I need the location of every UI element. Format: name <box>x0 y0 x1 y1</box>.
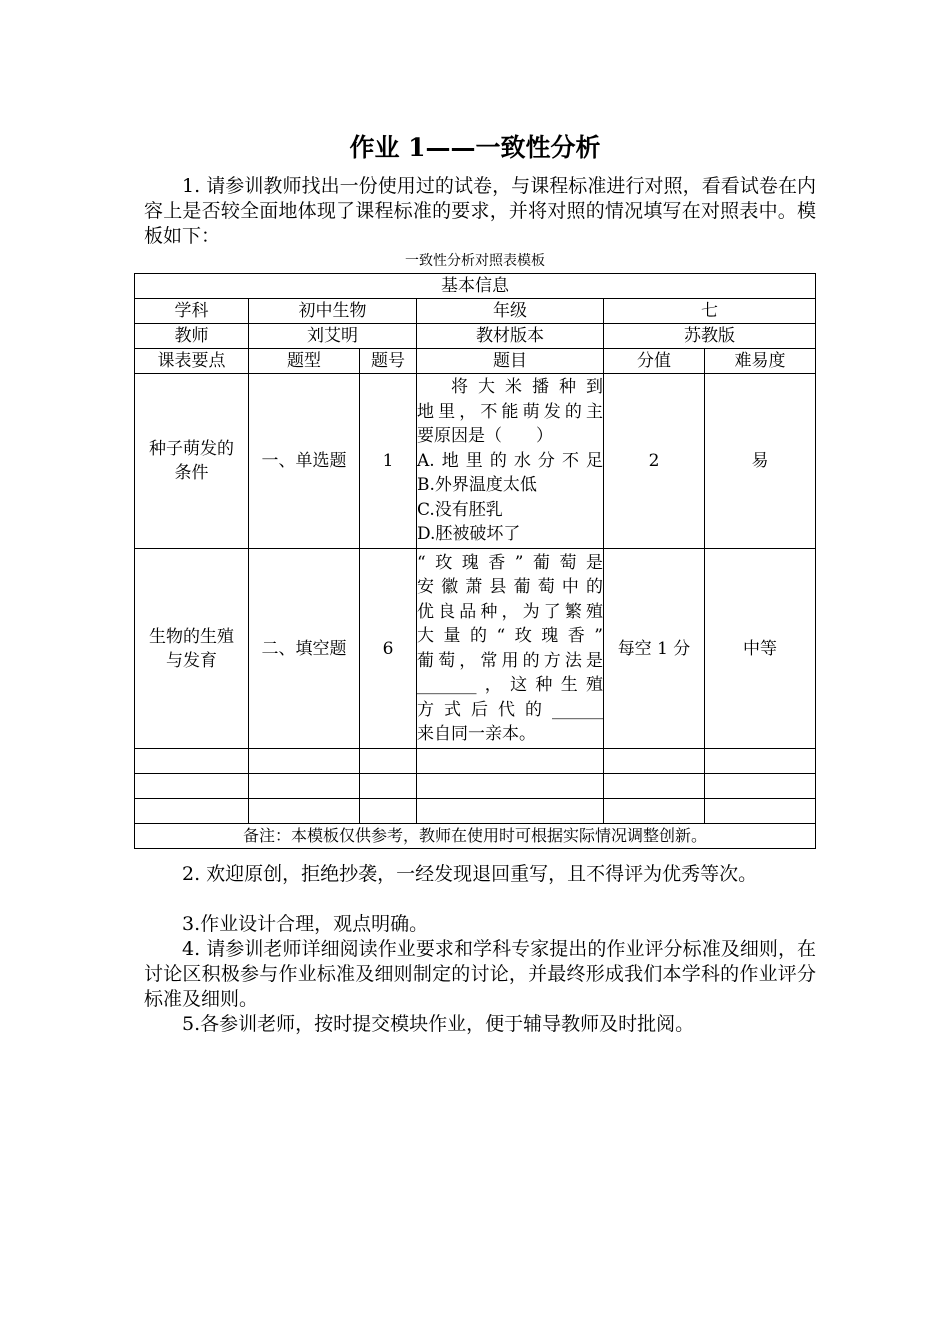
empty-cell <box>604 774 705 799</box>
column-header: 难易度 <box>705 349 816 374</box>
empty-row <box>135 774 816 799</box>
column-header: 题号 <box>360 349 417 374</box>
question-cell <box>417 549 604 749</box>
empty-cell <box>249 749 360 774</box>
paragraph-5: 5.各参训老师，按时提交模块作业，便于辅导教师及时批阅。 <box>182 1013 695 1035</box>
question-line: 安徽萧县葡萄中的 <box>417 577 603 597</box>
edition-value: 苏教版 <box>604 324 816 349</box>
number-cell: 6 <box>360 549 417 749</box>
question-line: B.外界温度太低 <box>417 475 537 496</box>
edition-label: 教材版本 <box>417 324 604 349</box>
question-line: A.地里的水分不足 <box>417 450 603 471</box>
column-header: 题目 <box>417 349 604 374</box>
section-header: 基本信息 <box>135 274 816 299</box>
question-line: C.没有胚乳 <box>417 499 503 520</box>
section-header-row <box>135 274 816 299</box>
question-line: 优良品种，为了繁殖 <box>417 601 603 622</box>
empty-cell <box>705 749 816 774</box>
table-row <box>135 549 816 749</box>
empty-cell <box>360 799 417 824</box>
empty-cell <box>360 749 417 774</box>
question-line: 要原因是（ ） <box>417 426 553 447</box>
subject-label: 学科 <box>135 299 249 324</box>
question-line: _______，这种生殖 <box>417 675 603 695</box>
intro-paragraph: 1. 请参训教师找出一份使用过的试卷，与课程标准进行对照，看看试卷在内容上是否较全面地体现了课程标准的要求，并将对照的情况填写在对照表中。模板如下： <box>144 175 816 247</box>
teacher-label: 教师 <box>135 324 249 349</box>
point-cell: 种子萌发的条件 <box>135 374 249 549</box>
consistency-table <box>134 273 816 849</box>
empty-cell <box>417 774 604 799</box>
grade-value: 七 <box>604 299 816 324</box>
teacher-value: 刘艾明 <box>249 324 417 349</box>
point-cell: 生物的生殖与发育 <box>135 549 249 749</box>
paragraph-4: 4. 请参训老师详细阅读作业要求和学科专家提出的作业评分标准及细则，在讨论区积极参与作业标准及细则制定的讨论，并最终形成我们本学科的作业评分标准及细则。 <box>144 938 816 1010</box>
number-cell: 1 <box>360 374 417 549</box>
question-line: 方式后代的______ <box>417 699 603 720</box>
empty-cell <box>604 799 705 824</box>
empty-row <box>135 749 816 774</box>
score-cell: 2 <box>604 374 705 549</box>
empty-cell <box>705 774 816 799</box>
question-cell <box>417 374 604 549</box>
column-header: 课表要点 <box>135 349 249 374</box>
empty-cell <box>135 749 249 774</box>
empty-cell <box>249 799 360 824</box>
difficulty-cell: 易 <box>705 374 816 549</box>
type-cell: 一、单选题 <box>249 374 360 549</box>
empty-cell <box>249 774 360 799</box>
info-row <box>135 324 816 349</box>
type-cell: 二、填空题 <box>249 549 360 749</box>
score-cell: 每空 1 分 <box>604 549 705 749</box>
paragraph-2: 2. 欢迎原创，拒绝抄袭，一经发现退回重写，且不得评为优秀等次。 <box>182 863 758 885</box>
empty-cell <box>705 799 816 824</box>
empty-cell <box>135 774 249 799</box>
question-line: 将大米播种到 <box>451 377 603 398</box>
empty-cell <box>360 774 417 799</box>
table-note: 备注：本模板仅供参考，教师在使用时可根据实际情况调整创新。 <box>135 824 816 849</box>
question-line: “玫瑰香”葡萄是 <box>417 552 603 573</box>
column-header: 题型 <box>249 349 360 374</box>
empty-cell <box>417 799 604 824</box>
empty-row <box>135 799 816 824</box>
question-line: 葡萄，常用的方法是 <box>417 650 603 671</box>
page-title: 作业 1——一致性分析 <box>349 133 601 162</box>
column-header: 分值 <box>604 349 705 374</box>
table-caption: 一致性分析对照表模板 <box>405 253 545 269</box>
note-row <box>135 824 816 849</box>
question-line: 大量的“玫瑰香” <box>417 626 603 646</box>
info-row <box>135 299 816 324</box>
table-row <box>135 374 816 549</box>
question-line: 地里，不能萌发的主 <box>417 401 603 422</box>
subject-value: 初中生物 <box>249 299 417 324</box>
empty-cell <box>417 749 604 774</box>
empty-cell <box>604 749 705 774</box>
empty-cell <box>135 799 249 824</box>
question-line: 来自同一亲本。 <box>417 724 536 744</box>
difficulty-cell: 中等 <box>705 549 816 749</box>
question-line: D.胚被破坏了 <box>417 524 521 545</box>
grade-label: 年级 <box>417 299 604 324</box>
paragraph-3: 3.作业设计合理，观点明确。 <box>182 913 429 935</box>
column-header-row <box>135 349 816 374</box>
